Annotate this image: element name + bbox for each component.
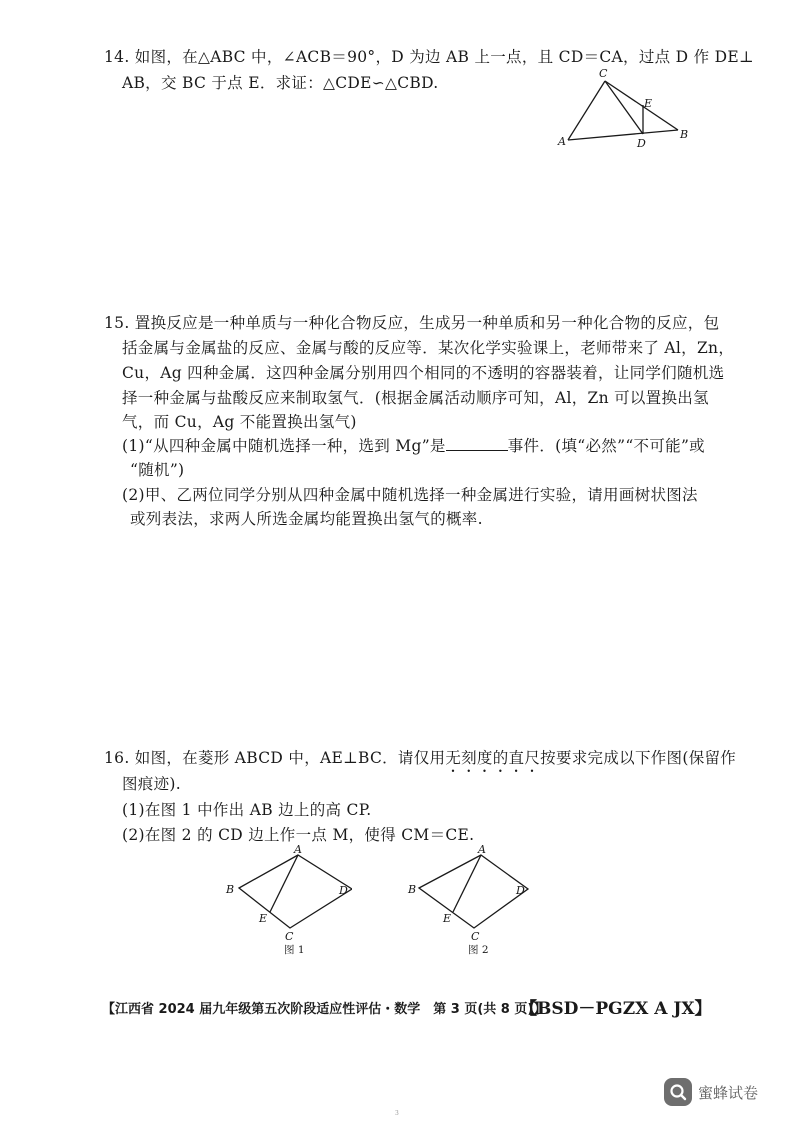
q15-part-1-text-before: (1)“从四种金属中随机选择一种，选到 Mg”是	[122, 437, 446, 455]
fig1-label-d: D	[339, 884, 348, 897]
q16-line-2: 图痕迹).	[122, 775, 181, 793]
watermark	[664, 1078, 758, 1106]
q16-emphasis: 无刻度的直尺	[445, 749, 541, 767]
q14-triangle-figure	[555, 64, 695, 154]
q15-line-3: Cu，Ag 四种金属．这四种金属分别用四个相同的不透明的容器装着，让同学们随机选	[122, 364, 725, 382]
q16-line-1-a: 16. 如图，在菱形 ABCD 中，AE⊥BC．请仅用	[104, 749, 446, 767]
fig2-label-a: A	[478, 843, 486, 856]
magnifier-q-icon	[664, 1078, 692, 1106]
q16-part-2: (2)在图 2 的 CD 边上作一点 M，使得 CM＝CE.	[122, 826, 475, 844]
edge-ab	[568, 130, 678, 140]
q15-line-1: 15. 置换反应是一种单质与一种化合物反应，生成另一种单质和另一种化合物的反应，包	[104, 314, 720, 332]
edge-ac	[568, 81, 605, 140]
q16-figure-1	[222, 842, 352, 957]
watermark-text: 蜜蜂试卷	[698, 1083, 759, 1102]
fig2-label-e: E	[443, 912, 452, 925]
rhombus-abcd	[419, 855, 528, 928]
fig2-caption: 图 2	[468, 944, 489, 956]
fig1-label-b: B	[226, 883, 235, 896]
q15-part-1-line-2: “随机”)	[130, 461, 185, 479]
q16-line-1-c: 按要求完成以下作图(保留作	[540, 749, 737, 767]
page-mark: 3	[395, 1110, 399, 1117]
paper-code: 【BSD－PGZX A JX】	[520, 999, 712, 1019]
fig2-label-c: C	[471, 930, 480, 943]
rhombus-abcd	[239, 855, 352, 928]
label-a: A	[558, 135, 566, 148]
page-footer: 【江西省 2024 届九年级第五次阶段适应性评估・数学 第 3 页(共 8 页)】	[102, 1002, 547, 1017]
segment-cd	[605, 81, 643, 134]
fig2-label-b: B	[408, 883, 417, 896]
label-c: C	[599, 67, 608, 80]
q14-line-2: AB，交 BC 于点 E．求证：△CDE∽△CBD.	[122, 74, 439, 92]
fig1-label-c: C	[285, 930, 294, 943]
segment-ae	[453, 855, 481, 912]
edge-cb	[605, 81, 678, 130]
fig1-caption: 图 1	[284, 944, 305, 956]
q15-part-2-line-1: (2)甲、乙两位同学分别从四种金属中随机选择一种金属进行实验，请用画树状图法	[122, 486, 698, 504]
q15-line-4: 择一种金属与盐酸反应来制取氢气．(根据金属活动顺序可知，Al，Zn 可以置换出氢	[122, 389, 709, 407]
q15-part-2-line-2: 或列表法，求两人所选金属均能置换出氢气的概率.	[130, 510, 483, 528]
q15-part-1	[122, 435, 705, 457]
fig1-label-e: E	[259, 912, 268, 925]
q14-line-1: 14. 如图，在△ABC 中，∠ACB＝90°，D 为边 AB 上一点，且 CD＝CA，过点 D 作 DE⊥	[104, 48, 754, 66]
fig1-label-a: A	[294, 843, 302, 856]
q16-part-1: (1)在图 1 中作出 AB 边上的高 CP.	[122, 801, 372, 819]
label-d: D	[637, 137, 646, 150]
fig2-label-d: D	[516, 884, 525, 897]
label-e: E	[644, 97, 653, 110]
q15-part-1-text-after: 事件．(填“必然”“不可能”或	[507, 437, 705, 455]
q16-line-1	[104, 747, 736, 776]
label-b: B	[680, 128, 689, 141]
q15-line-5: 气，而 Cu，Ag 不能置换出氢气)	[122, 413, 357, 431]
q15-line-2: 括金属与金属盐的反应、金属与酸的反应等．某次化学实验课上，老师带来了 Al，Zn，	[122, 339, 735, 357]
answer-blank[interactable]	[446, 436, 508, 451]
q16-figure-2	[404, 842, 534, 957]
